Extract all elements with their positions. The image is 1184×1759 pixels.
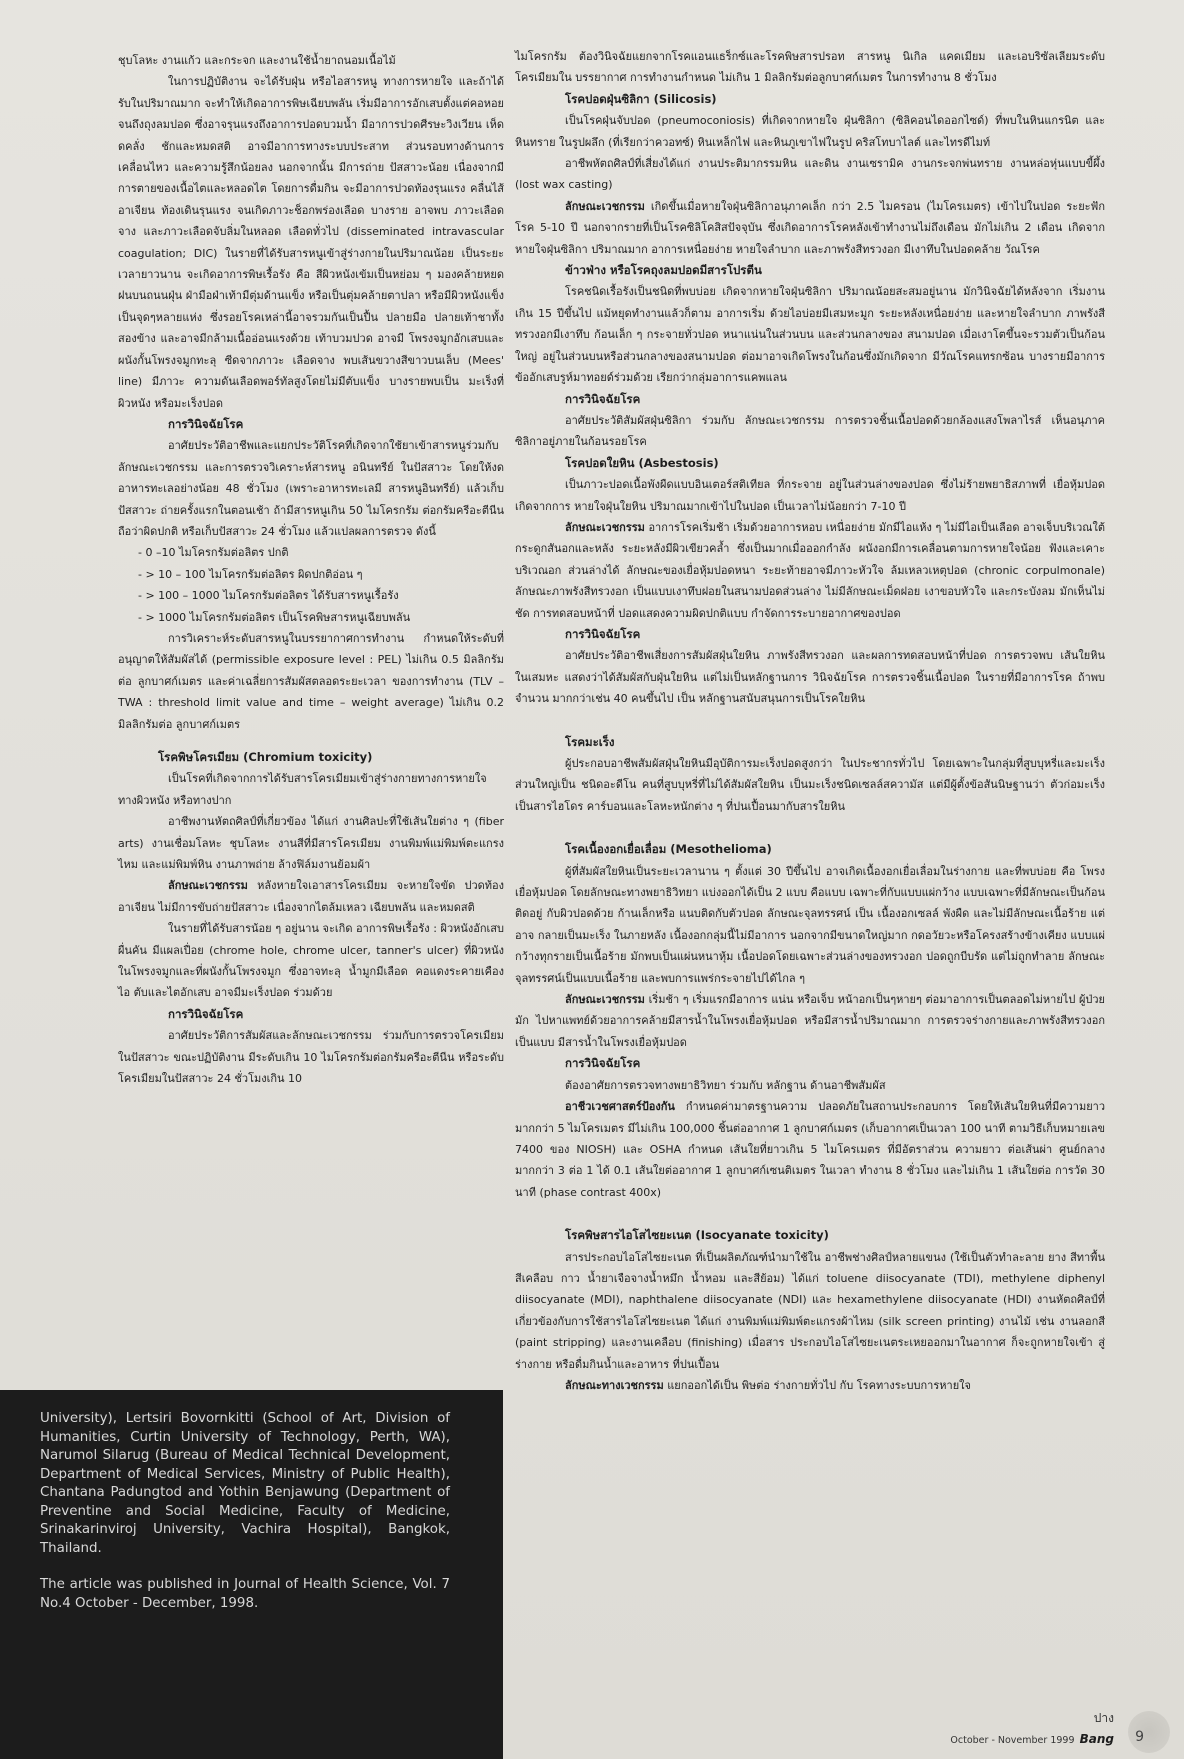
paragraph-text: เริ่มช้า ๆ เริ่มแรกมีอาการ แน่น หรือเจ็บ หน้าอกเป็นๆหายๆ ต่อมาอาการเป็นตลอดไม่หายไป ผู้ป่วยมัก ไปหาแพทย์ด้วยอาการคล้ายมีสารน้ำในโพรงเยื่อหุ้มปอด หรือมีสารน้ำปริมาณมาก การตรวจร่างกายและภาพรังสีทรวงอก เป็นแบบ มีสารน้ำในโพรงเยื่อหุ้มปอด xyxy=(515,993,1106,1049)
paragraph: ไมโครกรัม ต้องวินิจฉัยแยกจากโรคแอนแธร็กซ์และโรคพิษสารปรอท สารหนู นิเกิล แคดเมียม และเอบริซัลเลียมระดับโครเมียมใน บรรยากาศ การทำงานกำหนด ไม่เกิน 1 มิลลิกรัมต่อลูกบาศก์เมตร ในการทำงาน 8 ชั่วโมง xyxy=(515,50,1105,85)
footer-issue xyxy=(950,1728,1114,1747)
paragraph: สารประกอบไอโสไซยะเนต ที่เป็นผลิตภัณฑ์นำมาใช้ใน อาชีพช่างศิลป์หลายแขนง (ใช้เป็นตัวทำละลาย ยาง สีทาพื้นสีเคลือบ กาว น้ำยาเจือจางน้ำหมึก น้ำหอม และสีย้อม) ได้แก่ toluene diisocyanate (TDI), methylene diphenyl diisocyanate (MDI), naphthalene diisocyanate (NDI) และ hexamethylene diisocyanate (HDI) งานหัตถศิลป์ที่เกี่ยวข้องกับการใช้สารไอโสไซยะเนต ได้แก่ งานพิมพ์แม่พิมพ์ตะแกรงผ้าไหม (silk screen printing) งานไม้ เช่น งานลอกสี (paint stripping) และงานเคลือบ (finishing) เมื่อสาร ประกอบไอโสไซยะเนตระเหยออกมาในอากาศ ก็จะถูกหายใจเข้า สู่ร่างกาย หรือดื่มกินน้ำและอาหาร ที่ปนเปื้อน xyxy=(515,1250,1105,1371)
publication-note: The article was published in Journal of Health Science, Vol. 7 No.4 October - December, 1998. xyxy=(40,1577,450,1611)
list-item: - 0 –10 ไมโครกรัมต่อลิตร ปกติ xyxy=(138,546,289,560)
footer-section: ปาง xyxy=(1093,1711,1114,1725)
left-column xyxy=(118,50,504,1090)
list-item: - > 100 – 1000 ไมโครกรัมต่อลิตร ได้รับสารหนูเรื้อรัง xyxy=(138,589,399,603)
paragraph xyxy=(515,517,1105,624)
paragraph: เป็นโรคฝุ่นจับปอด (pneumoconiosis) ที่เกิดจากหายใจ ฝุ่นซิลิกา (ซิลิคอนไดออกไซด์) ที่พบในหินแกรนิต และหินทราย ในรูปผลึก (ที่เรียกว่าควอทซ์) หินเหล็กไฟ และหินภูเขาไฟในรูป คริสโทบาไลต์ และไทรดีไมท์ xyxy=(515,114,1105,149)
list-item: - > 1000 ไมโครกรัมต่อลิตร เป็นโรคพิษสารหนูเฉียบพลัน xyxy=(138,610,411,624)
paragraph xyxy=(515,1096,1105,1203)
paragraph xyxy=(118,875,504,918)
paragraph-lead: ลักษณะเวชกรรม xyxy=(565,520,645,534)
section-heading: โรคพิษสารไอโสไซยะเนต (Isocyanate toxicity) xyxy=(565,1228,829,1243)
paragraph xyxy=(515,196,1105,260)
paragraph-lead: ลักษณะเวชกรรม xyxy=(168,879,248,893)
section-heading: โรคปอดใยหิน (Asbestosis) xyxy=(565,455,719,470)
paragraph-lead: ลักษณะเวชกรรม xyxy=(565,993,645,1007)
page-footer xyxy=(950,1709,1114,1747)
paragraph-text: เกิดขึ้นเมื่อหายใจฝุ่นซิลิกาอนุภาคเล็ก กว่า 2.5 ไมครอน (ไมโครเมตร) เข้าไปในปอด ระยะฟักโรค 5-10 ปี นอกจากรายที่เป็นโรคซิลิโคสิสปัจจุบัน ซึ่งเกิดอาการโรคหลังเข้าทำงานไม่ถึงเดือน มักไม่เกิน 2 เดือน เกิดจากหายใจฝุ่นซิลิกา ปริมาณมาก อาการเหนื่อยง่าย หายใจลำบาก และภาพรังสีทรวงอก มีเงาทึบในปอดคล้าย วัณโรค xyxy=(515,199,1106,256)
paragraph: เป็นโรคที่เกิดจากการได้รับสารโครเมียมเข้าสู่ร่างกายทางการหายใจ ทางผิวหนัง หรือทางปาก xyxy=(118,772,487,807)
paragraph-text: หลังหายใจเอาสารโครเมียม จะหายใจขัด ปวดท้อง อาเจียน ไม่มีการขับถ่ายปัสสาวะ เนื่องจากไตล้มเหลว เฉียบพลัน และหมดสติ xyxy=(118,879,505,914)
page-number: 9 xyxy=(1135,1729,1144,1745)
paragraph-lead: ลักษณะเวชกรรม xyxy=(565,199,645,213)
paragraph-lead: ลักษณะทางเวชกรรม xyxy=(565,1378,664,1392)
right-column xyxy=(515,46,1105,1396)
paragraph: อาศัยประวัติอาชีพและแยกประวัติโรคที่เกิดจากใช้ยาเข้าสารหนูร่วมกับลักษณะเวชกรรม และการตรวจวิเคราะห์สารหนู อนินทรีย์ ในปัสสาวะ โดยให้งดอาหารทะเลอย่างน้อย 48 ชั่วโมง (เพราะอาหารทะเลมี สารหนูอินทรีย์) แล้วเก็บปัสสาวะ ถ่ายครั้งแรกในตอนเช้า ถ้ามีสารหนูเกิน 50 ไมโครกรัม ต่อกรัมครีอะตีนีน ถือว่าผิดปกติ หรือเก็บปัสสาวะ 24 ชั่วโมง แล้วแปลผลการตรวจ ดังนี้ xyxy=(118,439,504,538)
paragraph: อาศัยประวัติสัมผัสฝุ่นซิลิกา ร่วมกับ ลักษณะเวชกรรม การตรวจชิ้นเนื้อปอดด้วยกล้องแสงโพลาไรส์ เห็นอนุภาคซิลิกาอยู่ภายในก้อนรอยโรค xyxy=(515,413,1105,449)
paragraph-text: กำหนดค่ามาตรฐานความ ปลอดภัยในสถานประกอบการ โดยให้เส้นใยหินที่มีความยาวมากกว่า 5 ไมโครเมตร มีไม่เกิน 100,000 ชิ้นต่ออากาศ 1 ลูกบาศก์เมตร (เก็บอากาศเป็นเวลา 100 นาที ตามวิธีเก็บหมายเลข 7400 ของ NIOSH) และ OSHA กำหนด เส้นใยที่ยาวเกิน 5 ไมโครเมตร ที่มีอัตราส่วน ความยาว ต่อเส้นผ่า ศูนย์กลาง มากกว่า 3 ต่อ 1 ได้ 0.1 เส้นใยต่ออากาศ 1 ลูกบาศก์เซนติเมตร ในเวลา ทำงาน 8 ชั่วโมง และไม่เกิน 1 เส้นใยต่อ การวัด 30 นาที (phase contrast 400x) xyxy=(515,1100,1106,1199)
list-item: - > 10 – 100 ไมโครกรัมต่อลิตร ผิดปกติอ่อน ๆ xyxy=(138,567,363,581)
paragraph: ต้องอาศัยการตรวจทางพยาธิวิทยา ร่วมกับ หลักฐาน ด้านอาชีพสัมผัส xyxy=(565,1078,886,1092)
paragraph: เป็นภาวะปอดเนื้อพังผืดแบบอินเตอร์สติเทียล ที่กระจาย อยู่ในส่วนล่างของปอด ซึ่งไม่ร้ายพยาธิสภาพที่ เยื่อหุ้มปอดเกิดจากการ หายใจฝุ่นใยหิน ปริมาณมากเข้าไปในปอด เป็นเวลาไม่น้อยกว่า 7-10 ปี xyxy=(515,478,1105,513)
paragraph: อาศัยประวัติอาชีพเสี่ยงการสัมผัสฝุ่นใยหิน ภาพรังสีทรวงอก และผลการทดสอบหน้าที่ปอด การตรวจพบ เส้นใยหิน ในเสมหะ แสดงว่าได้สัมผัสกับฝุ่นใยหิน แต่ไม่เป็นหลักฐานการ วินิจฉัยโรค การตรวจชิ้นเนื้อปอด ในรายที่มีอาการโรค ถ้าพบจำนวน มากกว่าเช่น 40 คนขึ้นไป เป็น หลักฐานสนับสนุนการเป็นโรคใยหิน xyxy=(515,649,1105,706)
paragraph: การวิเคราะห์ระดับสารหนูในบรรยากาศการทำงาน กำหนดให้ระดับที่อนุญาตให้สัมผัสได้ (permissible exposure level : PEL) ไม่เกิน 0.5 มิลลิกรัมต่อ ลูกบาศก์เมตร และค่าเฉลี่ยการสัมผัสตลอดระยะเวลา ของการทำงาน (TLV – TWA : threshold limit value and time – weight average) ไม่เกิน 0.2 มิลลิกรัมต่อ ลูกบาศก์เมตร xyxy=(118,631,504,731)
paragraph: อาศัยประวัติการสัมผัสและลักษณะเวชกรรม ร่วมกับการตรวจโครเมียมในปัสสาวะ ขณะปฏิบัติงาน มีระดับเกิน 10 ไมโครกรัมต่อกรัมครีอะตีนีน หรือระดับโครเมียมในปัสสาวะ 24 ชั่วโมงเกิน 10 xyxy=(118,1029,504,1086)
footer-magazine: Bang xyxy=(1079,1732,1114,1746)
paragraph xyxy=(515,989,1105,1053)
paragraph: อาชีพงานหัตถศิลป์ที่เกี่ยวข้อง ได้แก่ งานศิลปะที่ใช้เส้นใยต่าง ๆ (fiber arts) งานเชื่อมโลหะ ชุบโลหะ งานสีที่มีสารโครเมียม งานพิมพ์แม่พิมพ์ตะแกรงไหม และแม่พิมพ์หิน งานภาพถ่าย ล้างฟิล์มงานย้อมผ้า xyxy=(118,815,504,872)
paragraph: ในรายที่ได้รับสารน้อย ๆ อยู่นาน จะเกิด อาการพิษเรื้อรัง : ผิวหนังอักเสบผื่นคัน มีแผลเปื่อย (chrome hole, chrome ulcer, tanner's ulcer) ที่ผิวหนัง ในโพรงจมูกและที่ผนังกั้นโพรงจมูก ซึ่งอาจทะลุ น้ำมูกมีเลือด คอแดงระคายเคือง ไอ ตับและไตอักเสบ อาจมีมะเร็งปอด ร่วมด้วย xyxy=(118,922,504,1000)
paragraph-text: แยกออกได้เป็น พิษต่อ ร่างกายทั่วไป กับ โรคทางระบบการหายใจ xyxy=(667,1378,971,1392)
paragraph: ผู้ประกอบอาชีพสัมผัสฝุ่นใยหินมีอุบัติการมะเร็งปอดสูงกว่า ในประชากรทั่วไป โดยเฉพาะในกลุ่มที่สูบบุหรี่และมะเร็งส่วนใหญ่เป็น ชนิดอะดีโน คนที่สูบบุหรี่ที่ไม่ได้สัมผัสใยหิน เป็นมะเร็งชนิดเซลล์สความัส แต่มีผู้ตั้งข้อสันนิษฐานว่า ตัวก่อมะเร็งเป็นสารไฮโดร คาร์บอนและโลหะหนักต่าง ๆ ที่ปนเปื้อนมากับสารใยหิน xyxy=(515,757,1105,813)
paragraph: โรคชนิดเรื้อรังเป็นชนิดที่พบบ่อย เกิดจากหายใจฝุ่นซิลิกา ปริมาณน้อยสะสมอยู่นาน มักวินิจฉัยได้หลังจาก เริ่มงานเกิน 15 ปีขึ้นไป แม้หยุดทำงานแล้วก็ตาม อาการเริ่ม ด้วยไอบ่อยมีเสมหะมูก ระยะหลังเหนื่อยง่าย และหายใจลำบาก ภาพรังสีทรวงอกมีเงาทึบ ก้อนเล็ก ๆ กระจายทั่วปอด หนาแน่นในส่วนบน และส่วนกลางของ สนามปอด เมื่อเงาโตขึ้นจะรวมตัวเป็นก้อนใหญ่ อยู่ในส่วนบนหรือส่วนกลางของสนามปอด ต่อมาอาจเกิดโพรงในก้อนซึ่งมักเกิดจาก มีวัณโรคแทรกซ้อน บางรายมีอาการข้ออักเสบรูห์มาทอยด์ร่วมด้วย เรียกว่ากลุ่มอาการแคพแลน xyxy=(515,285,1105,385)
author-credits xyxy=(40,1410,450,1631)
paragraph: ผู้ที่สัมผัสใยหินเป็นระยะเวลานาน ๆ ตั้งแต่ 30 ปีขึ้นไป อาจเกิดเนื้องอกเยื่อเลื่อมในร่างกาย และที่พบบ่อย คือ โพรงเยื่อหุ้มปอด โดยลักษณะทางพยาธิวิทยา แบ่งออกได้เป็น 2 แบบ คือแบบ เฉพาะที่กับแบบแผ่กว้าง แบบเฉพาะที่มีลักษณะเป็นก้อน ติดอยู่ กับผิวปอดด้วย ก้านเล็กหรือ แนบติดกับตัวปอด ลักษณะจุลทรรศน์ เป็น เนื้องอกเซลล์ พังผืด และไม่มีลักษณะเนื้อร้าย แต่อาจ กลายเป็นมะเร็ง ในภายหลัง เนื้องอกกลุ่มนี้ไม่มีอาการ นอกจากมีขนาดใหญ่มาก กดอวัยวะหรือโครงสร้างข้างเคียง แบบแผ่กว้างทุกรายเป็นเนื้อร้าย มักพบเป็นแผ่นหนาหุ้ม เนื้อปอดโดยเฉพาะส่วนล่างของทรวงอก ปอดถูกบีบรัด แต่ไม่ถูกทำลาย ลักษณะจุลทรรศน์เป็นแบบเนื้อร้าย และพบการแพร่กระจายไปได้ไกล ๆ xyxy=(515,864,1105,985)
section-heading: โรคพิษโครเมียม (Chromium toxicity) xyxy=(158,750,373,764)
section-heading: การวินิจฉัยโรค xyxy=(168,1006,244,1021)
section-heading: ข้าวฟ่าง หรือโรคถุงลมปอดมีสารโปรตีน xyxy=(565,263,762,278)
paragraph-text: อาการโรคเริ่มช้า เริ่มด้วยอาการหอบ เหนื่อยง่าย มักมีไอแห้ง ๆ ไม่มีไอเป็นเลือด อาจเจ็บบริเวณใต้ กระดูกสันอกและหลัง ระยะหลังมีผิวเขียวคล้ำ ซึ่งเป็นมากเมื่อออกกำลัง ผนังอกมีการเคลื่อนตามการหายใจน้อย ฟังและเคาะบริเวณอก ส่วนล่างได้ ลักษณะของเยื่อหุ้มปอดหนา ระยะท้ายอาจมีภาวะหัวใจ ล้มเหลวเหตุปอด (chronic corpulmonale) ลักษณะภาพรังสีทรวงอก เป็นแบบเงาทึบฝอยในสนามปอดส่วนล่าง ไม่มีลักษณะเม็ดฝอย เงาขอบหัวใจ และกระบังลม มักเห็นไม่ชัด การทดสอบหน้าที่ ปอดแสดงความผิดปกติแบบ กำจัดการระบายอากาศของปอด xyxy=(515,520,1105,620)
paragraph: ชุบโลหะ งานแก้ว และกระจก และงานใช้น้ำยาถนอมเนื้อไม้ xyxy=(118,54,396,67)
paragraph: อาชีพหัตถศิลป์ที่เสี่ยงได้แก่ งานประติมากรรมหิน และดิน งานเซรามิค งานกระจกพ่นทราย งานหล่อหุ่นแบบขี้ผึ้ง (lost wax casting) xyxy=(515,157,1105,192)
section-heading: โรคมะเร็ง xyxy=(565,734,615,749)
paragraph xyxy=(515,1375,1105,1396)
paragraph: ในการปฏิบัติงาน จะได้รับฝุ่น หรือไอสารหนู ทางการหายใจ และถ้าได้รับในปริมาณมาก จะทำให้เกิดอาการพิษเฉียบพลัน เริ่มมีอาการอักเสบตั้งแต่คอหอย จนถึงถุงลมปอด ซึ่งอาจรุนแรงถึงอาการปอดบวมน้ำ มีอาการปวดศีรษะวิงเวียน เห็ดดคลั่ง ชักและหมดสติ อาจมีอาการทางระบบประสาท ส่วนรอบทางด้านการ เคลื่อนไหว และความรู้สึกน้อยลง นอกจากนั้น มีการถ่าย ปัสสาวะน้อย เนื่องจากมีการตายของเนื้อไตและหลอดไต โดยการดื่มกิน จะมีอาการปวดท้องรุนแรง คลื่นไส้ อาเจียน ท้องเดินรุนแรง จนเกิดภาวะช็อกพร่องเลือด บางราย อาจพบ ภาวะเลือดจาง และภาวะเลือดจับลิ่มในหลอด เลือดทั่วไป (disseminated intravascular coagulation; DIC) ในรายที่ได้รับสารหนูเข้าสู่ร่างกายในปริมาณน้อย เป็นระยะเวลายาวนาน จะเกิดอาการพิษเรื้อรัง คือ สีผิวหนังเข้มเป็นหย่อม ๆ มองคล้ายหยดฝนบนถนนฝุ่น ฝ่ามือฝ่าเท้ามีตุ่มด้านแข็ง หรือเป็นตุ่มคล้ายตาปลา หรือมีผิวหนังแข็งเป็นจุดๆหลายแห่ง ซึ่งรอยโรคเหล่านี้อาจรวมกันเป็นปื้น ปลายมือ ปลายเท้าชาทั้งสองข้าง และอาจมีกล้ามเนื้ออ่อนแรงด้วย เท้าบวมปวด อาจมี โพรงจมูกอักเสบและผนังกั้นโพรงจมูกทะลุ ซีดจากภาวะ เลือดจาง พบเส้นขวางสีขาวบนเล็บ (Mees' line) มีภาวะ ความดันเลือดพอร์ทัลสูงโดยไม่มีตับแข็ง บางรายพบเป็น มะเร็งที่ผิวหนัง หรือมะเร็งปอด xyxy=(118,75,504,410)
section-heading: การวินิจฉัยโรค xyxy=(168,416,244,431)
section-heading: การวินิจฉัยโรค xyxy=(565,1056,641,1071)
section-heading: โรคปอดฝุ่นซิลิกา (Silicosis) xyxy=(565,91,717,106)
section-heading: โรคเนื้องอกเยื่อเลื่อม (Mesothelioma) xyxy=(565,842,772,857)
section-heading: การวินิจฉัยโรค xyxy=(565,626,641,641)
author-affiliations: University), Lertsiri Bovornkitti (School of Art, Division of Humanities, Curtin University of Technology, Perth, WA), Narumol Silarug (Bureau of Medical Technical Development, Department of Medical Services, Ministry of Public Health), Chantana Padungtod and Yothin Benjawung (Department of Preventine and Social Medicine, Faculty of Medicine, Srinakarinviroj University, Vachira Hospital), Bangkok, Thailand. xyxy=(40,1411,450,1556)
footer-date: October - November 1999 xyxy=(950,1735,1075,1746)
section-heading: การวินิจฉัยโรค xyxy=(565,391,641,406)
paragraph-lead: อาชีวเวชศาสตร์ป้องกัน xyxy=(565,1100,675,1114)
